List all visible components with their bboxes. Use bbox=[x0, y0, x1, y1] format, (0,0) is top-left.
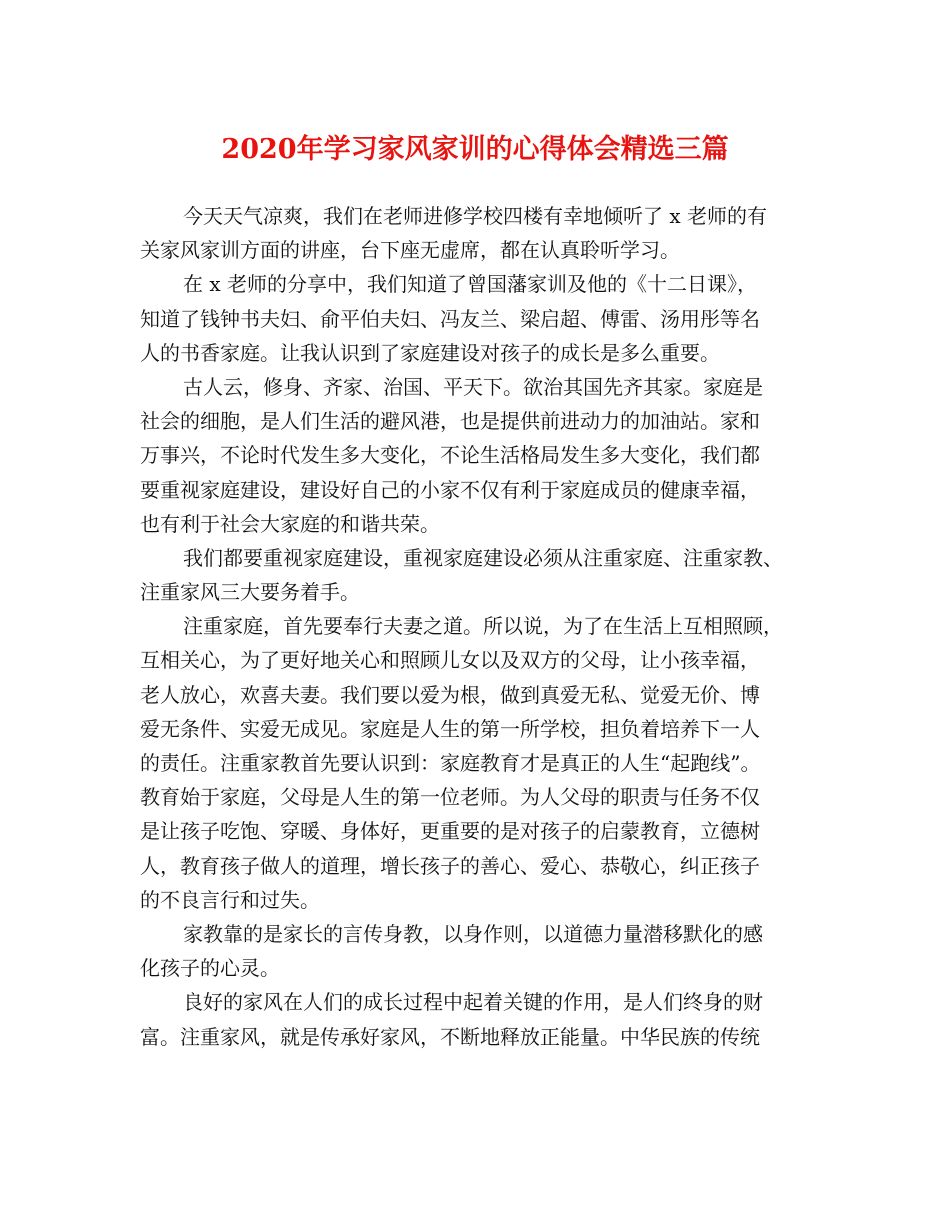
text-line: 今天天气凉爽，我们在老师进修学校四楼有幸地倾听了 x 老师的有 bbox=[183, 204, 767, 228]
text-line: 人的书香家庭。让我认识到了家庭建设对孩子的成长是多么重要。 bbox=[140, 340, 720, 365]
document-body bbox=[140, 199, 840, 1054]
text-line: 爱无条件、实爱无成见。家庭是人生的第一所学校，担负着培养下一人 bbox=[140, 716, 760, 741]
text-line: 人，教育孩子做人的道理，增长孩子的善心、爱心、恭敬心，纠正孩子 bbox=[140, 853, 760, 878]
text-line: 家教靠的是家长的言传身教，以身作则，以道德力量潜移默化的感 bbox=[183, 921, 763, 946]
text-line: 要重视家庭建设，建设好自己的小家不仅有利于家庭成员的健康幸福， bbox=[140, 477, 760, 502]
document-title: 2020年学习家风家训的心得体会精选三篇 bbox=[221, 134, 729, 165]
text-line: 教育始于家庭，父母是人生的第一位老师。为人父母的职责与任务不仅 bbox=[140, 785, 760, 810]
text-line: 我们都要重视家庭建设，重视家庭建设必须从注重家庭、注重家教、 bbox=[183, 545, 783, 570]
text-line: 富。注重家风，就是传承好家风，不断地释放正能量。中华民族的传统 bbox=[140, 1024, 760, 1049]
text-line: 的责任。注重家教首先要认识到：家庭教育才是真正的人生“起跑线”。 bbox=[140, 751, 761, 775]
text-line: 良好的家风在人们的成长过程中起着关键的作用，是人们终身的财 bbox=[183, 990, 763, 1015]
text-line: 注重家庭，首先要奉行夫妻之道。所以说，为了在生活上互相照顾， bbox=[183, 614, 783, 639]
text-line: 关家风家训方面的讲座，台下座无虚席，都在认真聆听学习。 bbox=[140, 238, 680, 263]
text-line: 的不良言行和过失。 bbox=[140, 887, 320, 912]
text-line: 也有利于社会大家庭的和谐共荣。 bbox=[140, 511, 440, 536]
text-line: 社会的细胞，是人们生活的避风港，也是提供前进动力的加油站。家和 bbox=[140, 409, 760, 434]
text-line: 互相关心，为了更好地关心和照顾儿女以及双方的父母，让小孩幸福， bbox=[140, 648, 760, 673]
text-line: 古人云，修身、齐家、治国、平天下。欲治其国先齐其家。家庭是 bbox=[183, 374, 763, 399]
text-line: 注重家风三大要务着手。 bbox=[140, 580, 360, 605]
text-line: 老人放心，欢喜夫妻。我们要以爱为根，做到真爱无私、觉爱无价、博 bbox=[140, 682, 760, 707]
text-line: 在 x 老师的分享中，我们知道了曾国藩家训及他的《十二日课》， bbox=[183, 272, 757, 297]
text-line: 是让孩子吃饱、穿暖、身体好，更重要的是对孩子的启蒙教育，立德树 bbox=[140, 819, 760, 844]
text-line: 万事兴，不论时代发生多大变化，不论生活格局发生多大变化，我们都 bbox=[140, 443, 760, 468]
text-line: 化孩子的心灵。 bbox=[140, 956, 280, 981]
text-line: 知道了钱钟书夫妇、俞平伯夫妇、冯友兰、梁启超、傅雷、汤用彤等名 bbox=[140, 306, 760, 331]
